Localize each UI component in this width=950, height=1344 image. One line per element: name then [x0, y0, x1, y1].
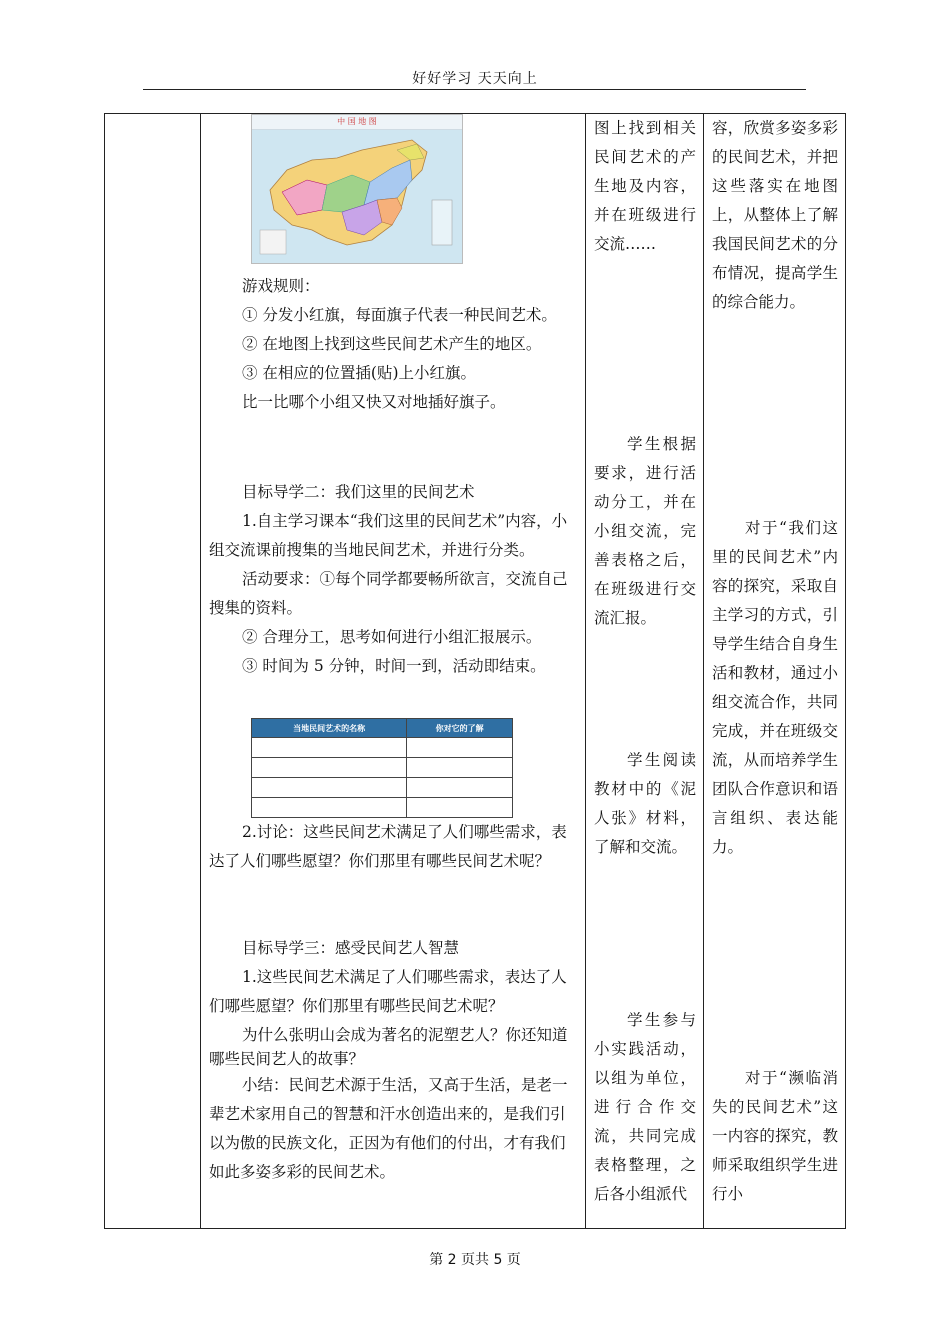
content-column [209, 114, 579, 1228]
china-map-graphic [252, 130, 462, 264]
activity-requirement-1: 活动要求：①每个同学都要畅所欲言，交流自己搜集的资料。 [209, 570, 568, 617]
student-activity-2: 学生根据要求，进行活动分工，并在小组交流，完善表格之后，在班级进行交流汇报。 [594, 435, 696, 627]
goal3-title: 目标导学三：感受民间艺人智慧 [242, 939, 460, 957]
table-row [252, 758, 513, 778]
table-row [252, 778, 513, 798]
goal2-title: 目标导学二：我们这里的民间艺术 [242, 483, 475, 501]
game-rules-title: 游戏规则： [242, 277, 320, 295]
survey-header-name: 当地民间艺术的名称 [252, 719, 407, 738]
table-row [252, 798, 513, 818]
survey-header-knowledge: 你对它的了解 [407, 719, 513, 738]
lesson-table [104, 113, 846, 1229]
goal3-question: 为什么张明山会成为著名的泥塑艺人？你还知道哪些民间艺人的故事？ [209, 1026, 568, 1068]
survey-table [251, 718, 513, 818]
student-activity-3: 学生阅读教材中的《泥人张》材料，了解和交流。 [594, 751, 696, 856]
student-activity-1: 图上找到相关民间艺术的产生地及内容，并在班级进行交流…… [594, 119, 696, 253]
goal3-item1: 1.这些民间艺术满足了人们哪些需求，表达了人们哪些愿望？你们那里有哪些民间艺术呢？ [209, 968, 567, 1015]
activity-requirement-3: ③ 时间为 5 分钟，时间一到，活动即结束。 [242, 657, 546, 675]
rule-3: ③ 在相应的位置插(贴)上小红旗。 [242, 364, 477, 382]
header-rule [143, 89, 806, 90]
rule-1: ① 分发小红旗，每面旗子代表一种民间艺术。 [242, 306, 557, 324]
design-intent-2: 对于“我们这里的民间艺术”内容的探究，采取自主学习的方式，引导学生结合自身生活和教材，通过小组交流合作，共同完成，并在班级交流，从而培养学生团队合作意识和语言组织、表达能力。 [712, 519, 838, 856]
column-divider [703, 114, 704, 1228]
activity-requirement-2: ② 合理分工，思考如何进行小组汇报展示。 [242, 628, 542, 646]
map-title: 中 国 地 图 [252, 115, 462, 130]
china-map-image [251, 114, 463, 264]
goal2-item1: 1.自主学习课本“我们这里的民间艺术”内容，小组交流课前搜集的当地民间艺术，并进行分类。 [209, 512, 568, 559]
column-divider [585, 114, 586, 1228]
design-intent-3: 对于“濒临消失的民间艺术”这一内容的探究，教师采取组织学生进行小 [712, 1069, 838, 1203]
rule-2: ② 在地图上找到这些民间艺术产生的地区。 [242, 335, 542, 353]
design-intent-column [712, 114, 838, 1228]
summary-text: 小结：民间艺术源于生活，又高于生活，是老一辈艺术家用自己的智慧和汗水创造出来的，是我们引以为傲的民族文化，正因为有他们的付出，才有我们如此多姿多彩的民间艺术。 [209, 1076, 568, 1181]
column-divider [200, 114, 201, 1228]
table-row [252, 738, 513, 758]
page-footer: 第 2 页共 5 页 [429, 1252, 521, 1268]
goal2-item2: 2.讨论：这些民间艺术满足了人们哪些需求，表达了人们哪些愿望？你们那里有哪些民间艺术呢？ [209, 823, 567, 870]
page-header: 好好学习 天天向上 [412, 71, 538, 87]
student-activity-4: 学生参与小实践活动，以组为单位，进行合作交流，共同完成表格整理，之后各小组派代 [594, 1011, 696, 1203]
student-activity-column [594, 114, 696, 1228]
design-intent-1: 容，欣赏多姿多彩的民间艺术，并把这些落实在地图上，从整体上了解我国民间艺术的分布情况，提高学生的综合能力。 [712, 119, 838, 311]
compare-text: 比一比哪个小组又快又对地插好旗子。 [242, 393, 506, 411]
